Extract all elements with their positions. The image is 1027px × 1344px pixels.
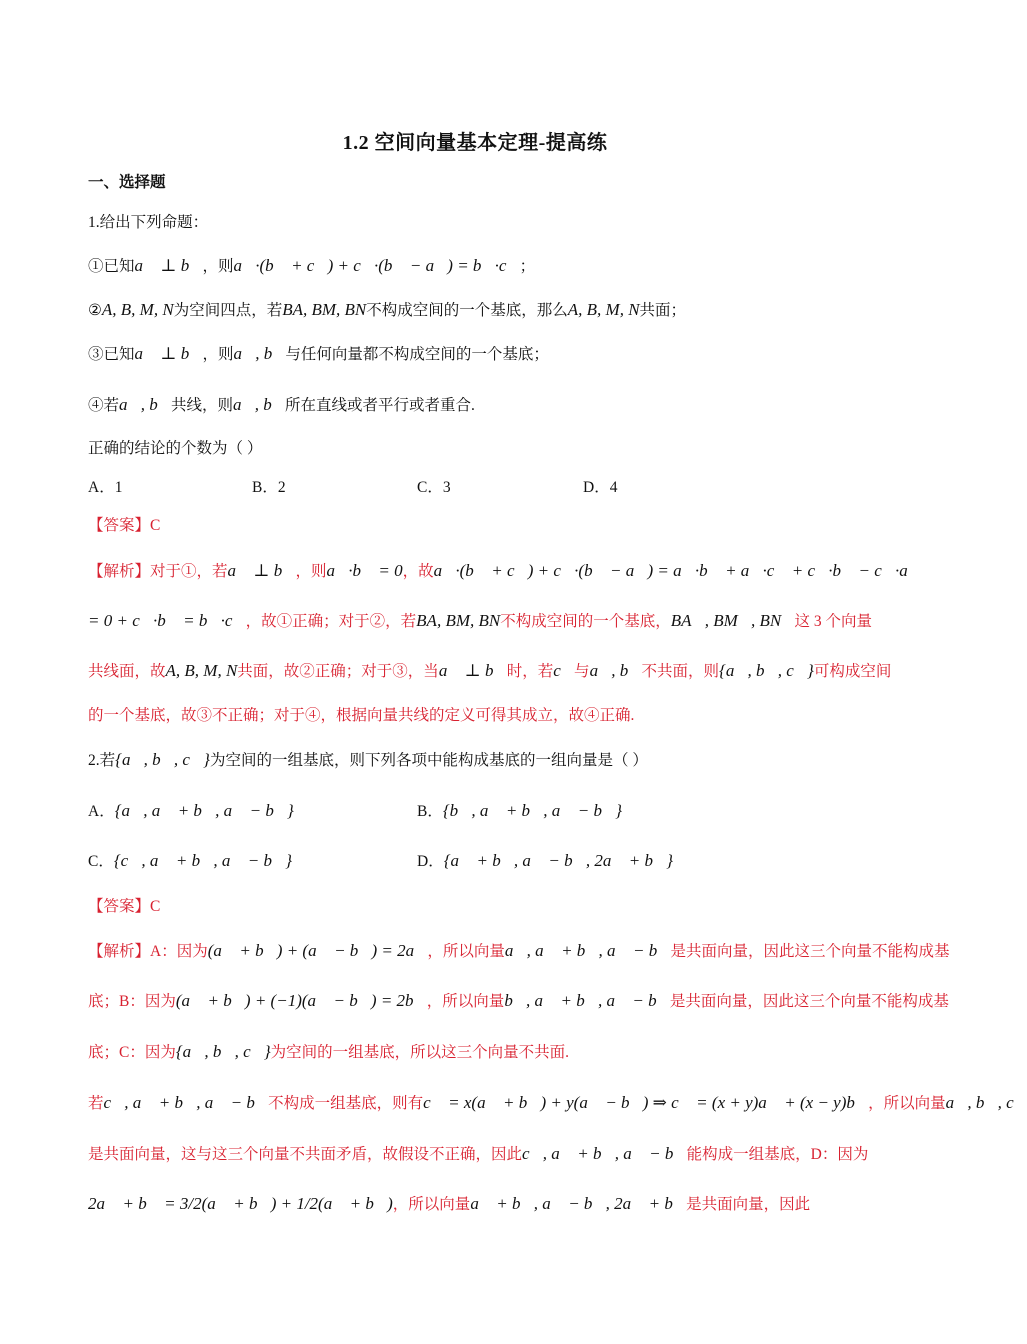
formula: a⃗ ⊥ b⃗ [227,561,296,580]
text: ，所以向量 [427,943,505,960]
formula: {a⃗, b⃗, c⃗} [175,1042,271,1061]
text: ③已知 [88,346,135,363]
text: ② [88,302,102,319]
text: ； [519,258,536,275]
text: ，所以向量 [426,993,505,1010]
formula: a⃗ ⊥ b⃗ [134,256,203,275]
q1-explanation-line-2 [88,608,872,635]
formula: a⃗, a⃗ + b⃗, a⃗ − b⃗ [504,941,671,960]
formula: a⃗, b⃗ [119,395,171,414]
q2-explanation-line-1 [88,938,950,965]
text: 为空间四点，若 [173,302,283,319]
q1-explanation-line-4: 的一个基底，故③不正确；对于④，根据向量共线的定义可得其成立，故④正确. [88,707,635,724]
text: ，则 [295,563,327,580]
text: 所在直线或者平行或者重合. [284,397,475,414]
text: 时，若 [506,663,554,680]
text: 底；C：因为 [88,1044,176,1061]
explanation-tag: 【解析】 [88,563,151,580]
formula: BA, BM, BN [416,611,501,630]
text: ，故 [402,563,434,580]
text: 与任何向量都不构成空间的一个基底； [285,346,549,363]
option-label: D． [417,853,444,870]
text: ，所以向量 [392,1196,471,1213]
q2-explanation-line-6 [88,1191,868,1218]
text: 为空间的一组基底，所以这三个向量不共面. [270,1044,570,1061]
q1-proposition-3 [88,341,868,368]
text: 底；B：因为 [88,993,176,1010]
formula: BA, BM, BN [282,300,367,319]
q1-proposition-1 [88,253,868,280]
q2-explanation-line-4 [88,1090,1027,1117]
q2-option-d [417,848,673,875]
formula: A, B, M, N [101,300,174,319]
formula: a⃗, b⃗ [589,661,642,680]
text: ，则 [202,346,234,363]
q1-explanation-line-3 [88,658,892,685]
text: 不构成空间的一个基底， [500,613,671,630]
formula: a⃗ + b⃗, a⃗ − b⃗, 2a⃗ + b⃗ [470,1194,687,1213]
q1-option-a: A．1 [88,479,123,496]
text: 共面； [639,302,687,319]
text: 共线面，故 [88,663,166,680]
text: 2.若 [88,752,116,769]
q2-stem [88,747,868,774]
q2-option-a [88,798,294,825]
formula: BA⃗, BM⃗, BN⃗ [670,611,795,630]
text: 是共面向量，这与这三个向量不共面矛盾，故假设不正确，因此 [88,1146,523,1163]
q1-proposition-4 [88,392,868,419]
formula: c⃗, a⃗ + b⃗, a⃗ − b⃗ [522,1144,687,1163]
text: 不共面，则 [641,663,720,680]
formula: {a⃗, a⃗ + b⃗, a⃗ − b⃗} [114,801,294,820]
q2-explanation-line-3 [88,1039,868,1066]
text: 这 3 个向量 [794,613,872,630]
text: 不构成一组基底，则有 [268,1095,424,1112]
q1-option-b: B．2 [252,479,286,496]
q1-question: 正确的结论的个数为（ ） [88,440,263,457]
formula: A, B, M, N [567,300,640,319]
formula: = 0 + c⃗·b⃗ = b⃗·c⃗ [88,611,246,630]
formula: a⃗·(b⃗ + c⃗) + c⃗·(b⃗ − a⃗) = a⃗·b⃗ + a⃗·c⃗ + c⃗·b⃗ − c⃗·a⃗ [433,561,921,580]
option-label: A． [88,803,115,820]
explanation-tag: 【解析】 [88,943,151,960]
formula: A, B, M, N [165,661,238,680]
formula: {a⃗, b⃗, c⃗} [719,661,814,680]
page-title: 1.2 空间向量基本定理-提高练 [342,132,608,154]
formula: (a⃗ + b⃗) + (−1)(a⃗ − b⃗) = 2b⃗ [175,991,427,1010]
text: 与 [574,663,590,680]
text: 是共面向量，因此这三个向量不能构成基 [670,943,950,960]
option-label: C． [88,853,114,870]
text: ④若 [88,397,120,414]
text: 对于①，若 [150,563,228,580]
formula: {c⃗, a⃗ + b⃗, a⃗ − b⃗} [113,851,293,870]
formula: (a⃗ + b⃗) + (a⃗ − b⃗) = 2a⃗ [207,941,428,960]
formula: a⃗·b⃗ = 0 [326,561,403,580]
q1-explanation-line-1 [88,558,921,585]
formula: a⃗ ⊥ b⃗ [134,344,203,363]
section-heading: 一、选择题 [88,174,166,191]
option-label: B． [417,803,443,820]
q2-option-b [417,798,622,825]
formula: a⃗·(b⃗ + c⃗) + c⃗·(b⃗ − a⃗) = b⃗·c⃗ [233,256,520,275]
formula: b⃗, a⃗ + b⃗, a⃗ − b⃗ [504,991,670,1010]
q2-answer: 【答案】C [88,898,161,915]
q2-explanation-line-2 [88,988,949,1015]
text: 为空间的一组基底，则下列各项中能构成基底的一组向量是（ ） [209,752,648,769]
text: 共面，故②正确；对于③，当 [237,663,439,680]
text: 可构成空间 [813,663,892,680]
formula: a⃗, b⃗ [233,344,286,363]
text: ，故①正确；对于②，若 [245,613,417,630]
text: 不构成空间的一个基底，那么 [366,302,568,319]
text: 是共面向量，因此 [686,1196,811,1213]
text: ，则 [202,258,234,275]
text: A：因为 [150,943,208,960]
formula: c⃗, a⃗ + b⃗, a⃗ − b⃗ [103,1093,269,1112]
formula: {a⃗ + b⃗, a⃗ − b⃗, 2a⃗ + b⃗} [443,851,674,870]
q2-option-c [88,848,292,875]
text: 若 [88,1095,104,1112]
formula: a⃗, b⃗ [232,395,285,414]
formula: {b⃗, a⃗ + b⃗, a⃗ − b⃗} [442,801,622,820]
q1-proposition-2 [88,297,868,324]
q1-option-c: C．3 [417,479,451,496]
text: ，所以向量 [868,1095,946,1112]
text: 能构成一组基底，D：因为 [686,1146,869,1163]
q2-explanation-line-5 [88,1141,868,1168]
formula: a⃗, b⃗, c⃗ [945,1093,1027,1112]
q1-stem: 1.给出下列命题： [88,214,209,231]
q1-answer: 【答案】C [88,517,161,534]
formula: 2a⃗ + b⃗ = 3/2(a⃗ + b⃗) + 1/2(a⃗ + b⃗) [88,1194,393,1213]
formula: {a⃗, b⃗, c⃗} [115,750,210,769]
formula: a⃗ ⊥ b⃗ [438,661,507,680]
formula: c⃗ = x(a⃗ + b⃗) + y(a⃗ − b⃗) ⇒ c⃗ = (x + y)a⃗ + (x − y)b⃗ [423,1093,869,1112]
text: 是共面向量，因此这三个向量不能构成基 [669,993,949,1010]
text: 共线，则 [170,397,233,414]
q1-option-d: D．4 [583,479,618,496]
text: ①已知 [88,258,135,275]
formula: c⃗ [553,661,575,680]
